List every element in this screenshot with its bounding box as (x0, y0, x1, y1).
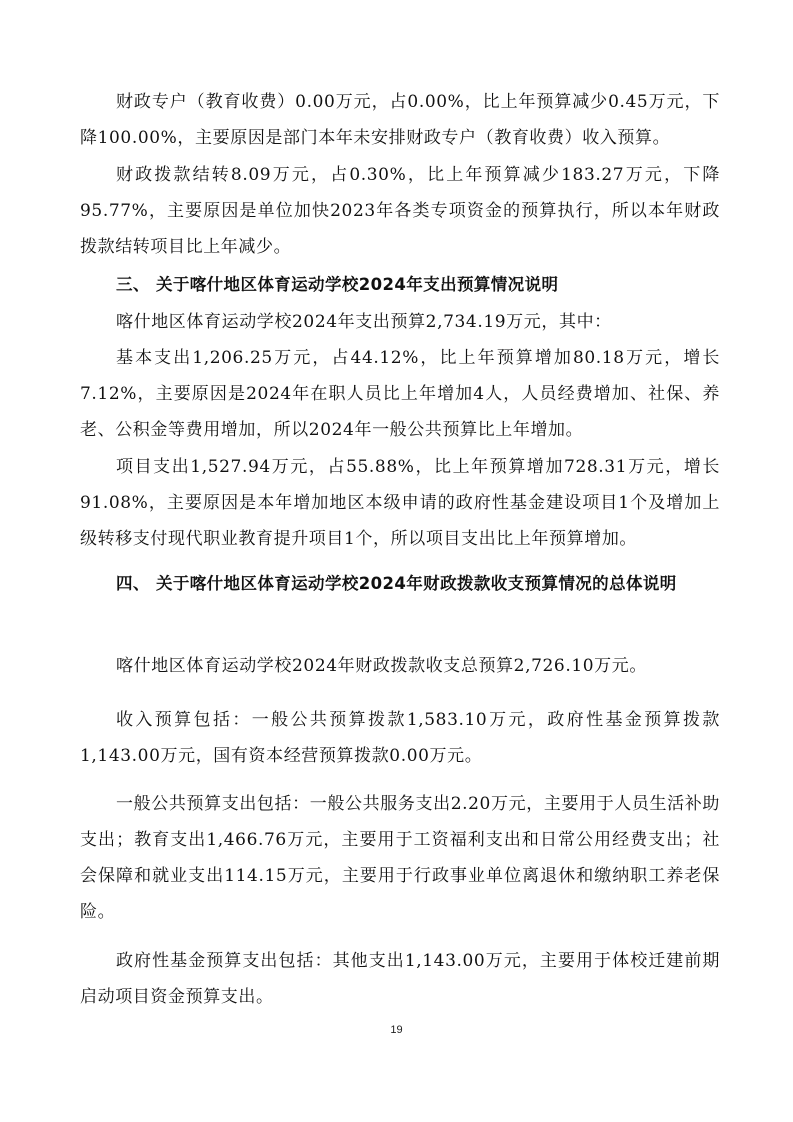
page-number: 19 (390, 1024, 403, 1036)
paragraph-project-expenditure: 项目支出1,527.94万元，占55.88%，比上年预算增加728.31万元，增长91.08%，主要原因是本年增加地区本级申请的政府性基金建设项目1个及增加上级转移支付现代职业教育提升项目1个，所以项目支出比上年预算增加。 (80, 457, 720, 549)
paragraph-carryover: 财政拨款结转8.09万元，占0.30%，比上年预算减少183.27万元，下降95.77%，主要原因是单位加快2023年各类专项资金的预算执行，所以本年财政拨款结转项目比上年减少。 (80, 165, 720, 257)
section-heading-three: 三、 关于喀什地区体育运动学校2024年支出预算情况说明 (116, 275, 559, 294)
paragraph-fiscal-total: 喀什地区体育运动学校2024年财政拨款收支总预算2,726.10万元。 (116, 656, 647, 676)
paragraph-basic-expenditure: 基本支出1,206.25万元，占44.12%，比上年预算增加80.18万元，增长7.12%，主要原因是2024年在职人员比上年增加4人，人员经费增加、社保、养老、公积金等费用增加，所以2024年一般公共预算比上年增加。 (80, 348, 720, 440)
paragraph-education-fee-account: 财政专户（教育收费）0.00万元，占0.00%，比上年预算减少0.45万元，下降100.00%，主要原因是部门本年未安排财政专户（教育收费）收入预算。 (80, 92, 720, 148)
paragraph-general-public-expenditure: 一般公共预算支出包括：一般公共服务支出2.20万元，主要用于人员生活补助支出；教育支出1,466.76万元，主要用于工资福利支出和日常公用经费支出；社会保障和就业支出114.15万元，主要用于行政事业单位离退休和缴纳职工养老保险。 (80, 794, 720, 922)
paragraph-income-budget: 收入预算包括：一般公共预算拨款1,583.10万元，政府性基金预算拨款1,143.00万元，国有资本经营预算拨款0.00万元。 (80, 710, 720, 766)
section-heading-four: 四、 关于喀什地区体育运动学校2024年财政拨款收支预算情况的总体说明 (116, 574, 677, 593)
paragraph-government-fund-expenditure: 政府性基金预算支出包括：其他支出1,143.00万元，主要用于体校迁建前期启动项目资金预算支出。 (80, 951, 720, 1007)
paragraph-expenditure-total: 喀什地区体育运动学校2024年支出预算2,734.19万元，其中： (116, 312, 612, 332)
